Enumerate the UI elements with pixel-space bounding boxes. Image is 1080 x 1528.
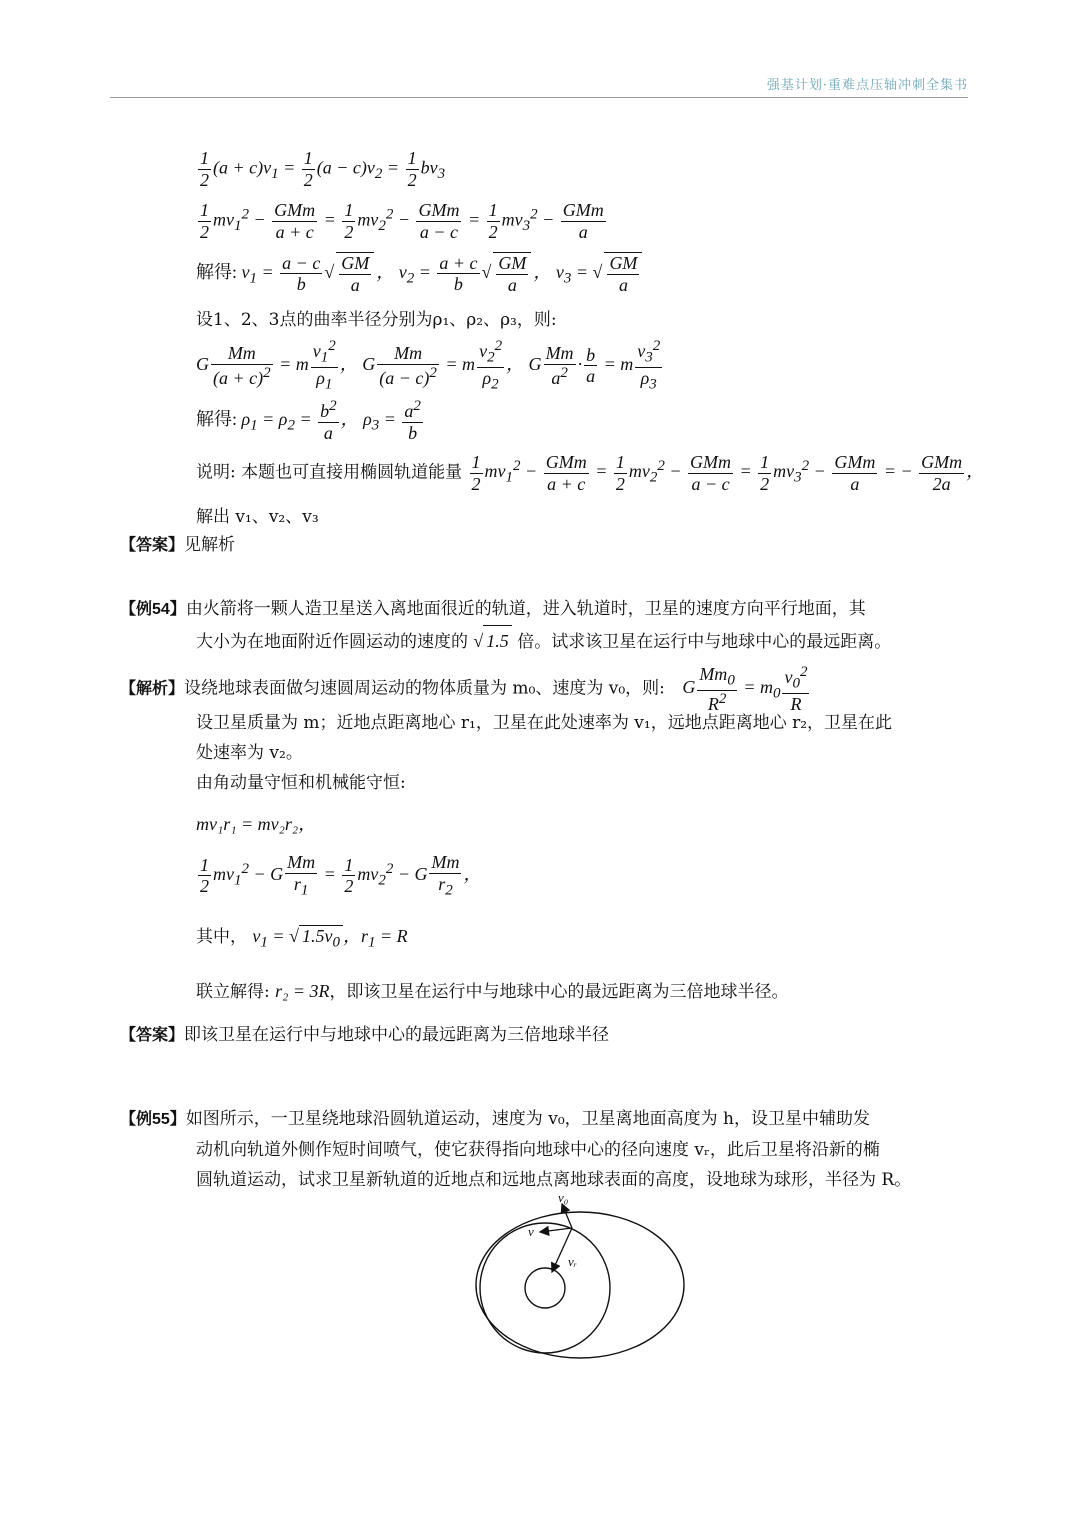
sqrt-value: 1.5 — [483, 625, 512, 656]
running-header: 强基计划·重难点压轴冲刺全集书 — [766, 78, 968, 93]
example-54-line2b: 倍。试求该卫星在运行中与地球中心的最远距离。 — [517, 632, 892, 652]
orbit-diagram — [470, 1190, 690, 1365]
equation-curvature: G $\frac{Mm}{(a + c)^2}$ = m $\frac{v_1^2}{\rho_1}$ ， G $\frac{Mm}{(a - c)^2}$ = m $\frac{v_2^2}{\rho_2}$ ， G $\frac{Mm}{a^2}$ · $\frac{b}{a}$ = m $\frac{v_3^2}{\rho_3}$ — [196, 338, 661, 393]
velocity-v-arrow — [540, 1228, 572, 1232]
result-equation: r₂ = 3R — [275, 981, 330, 1001]
example-54-question — [120, 594, 970, 657]
example-54-answer-tag: 【答案】 — [120, 1027, 185, 1044]
header-divider — [110, 97, 968, 98]
where-label: 其中， — [196, 927, 247, 947]
circular-orbit — [480, 1223, 610, 1353]
rho-solve-label: 解得: — [196, 408, 238, 429]
example-54-tag: 【例54】 — [120, 601, 186, 618]
note-prefix: 说明: 本题也可直接用椭圆轨道能量 — [196, 462, 463, 483]
example-54-line2a: 大小为在地面附近作圆运动的速度的 — [196, 632, 468, 652]
example-55-tag: 【例55】 — [120, 1111, 186, 1128]
note-line: 说明: 本题也可直接用椭圆轨道能量 $\frac{1}{2}$ $mv_1^2$ − $\frac{\text{GMm}}{a + c}$ = $\frac{1}{2}$ $mv_2^2$ − $\frac{\text{GMm}}{a - c}$ = $\frac{1}{2}$ $mv_3^2$ − $\frac{\text{GMm}}{a}$ = − $\frac{\text{GMm}}{2a}$ ， — [196, 452, 985, 494]
equation-velocity-solution: 解得: $v_1$ = $\frac{a - c}{b}$ √ $\frac{GM}{a}$ ， $v_2$ = $\frac{a + c}{b}$ √ $\frac{GM}{a}$ ， $v_3$ = √ $\frac{GM}{a}$ — [196, 252, 644, 295]
result-label: 联立解得: — [196, 982, 270, 1002]
analysis-line1: 设绕地球表面做匀速圆周运动的物体质量为 m₀、速度为 v₀，则: — [184, 678, 665, 699]
equation-kepler: $\frac{1}{2}$ $(a + c)v_1$ = $\frac{1}{2}$ $(a - c)v_2$ = $\frac{1}{2}$ $bv_3$ — [200, 148, 446, 190]
result-text: ，即该卫星在运行中与地球中心的最远距离为三倍地球半径。 — [329, 982, 789, 1002]
analysis-line4: 由角动量守恒和机械能守恒: — [196, 773, 406, 793]
label-v0: v₀ — [558, 1190, 569, 1205]
result-line — [196, 977, 789, 1002]
equation-curvature-solution: 解得: $\rho_1 = \rho_2$ = $\frac{b^2}{a}$ ， $\rho_3$ = $\frac{a^2}{b}$ — [196, 398, 421, 443]
example-54-analysis-body — [196, 708, 971, 798]
prev-answer — [120, 530, 235, 555]
label-v: v — [528, 1224, 534, 1239]
example-54-analysis-line1: 【解析】设绕地球表面做匀速圆周运动的物体质量为 m₀、速度为 v₀，则: G $\frac{Mm_0}{R^2}$ = $m_0$ $\frac{v_0^2}{R}$ — [120, 664, 808, 714]
analysis-line3: 处速率为 v₂。 — [196, 743, 303, 763]
note-tail: 解出 v₁、v₂、v₃ — [196, 507, 319, 527]
example-54-answer-text: 即该卫星在运行中与地球中心的最远距离为三倍地球半径 — [184, 1025, 610, 1045]
example-55-line1: 如图所示，一卫星绕地球沿圆轨道运动，速度为 v₀，卫星离地面高度为 h，设卫星中辅助发 — [185, 1109, 870, 1129]
label-vr: vᵣ — [568, 1254, 577, 1269]
answer-text: 见解析 — [184, 535, 236, 555]
example-55-question — [120, 1104, 970, 1195]
earth-circle — [525, 1268, 565, 1308]
equation-mechanical-energy: $\frac{1}{2}$ $mv_1^2 - G$ $\frac{Mm}{r_1}$ = $\frac{1}{2}$ $mv_2^2 - G$ $\frac{Mm}{r_2}$ ， — [200, 852, 482, 899]
solve-label: 解得: — [196, 261, 238, 282]
analysis-tag: 【解析】 — [120, 680, 185, 698]
answer-tag: 【答案】 — [120, 537, 185, 554]
curvature-intro: 设1、2、3点的曲率半径分别为ρ₁、ρ₂、ρ₃，则: — [196, 310, 557, 330]
analysis-line2: 设卫星质量为 m；近地点距离地心 r₁，卫星在此处速率为 v₁，远地点距离地心 r₂，卫星在此 — [196, 713, 893, 733]
equation-energy: $\frac{1}{2}$ $mv_1^2$ − $\frac{\text{GMm}}{a + c}$ = $\frac{1}{2}$ $mv_2^2$ − $\frac{\text{GMm}}{a - c}$ = $\frac{1}{2}$ $mv_3^2$ − $\frac{\text{GMm}}{a}$ — [200, 200, 604, 242]
equation-angular-momentum: mv₁r₁ = mv₂r₂， — [196, 814, 317, 834]
velocity-v0-arrow — [562, 1204, 572, 1228]
example-55-line2: 动机向轨道外侧作短时间喷气，使它获得指向地球中心的径向速度 vᵣ，此后卫星将沿新的椭 — [196, 1140, 880, 1160]
where-line: 其中， $v_1$ = √ $1.5v_0$ ，$r_1 = R$ — [196, 922, 408, 952]
example-54-line1: 由火箭将一颗人造卫星送入离地面很近的轨道，进入轨道时，卫星的速度方向平行地面，其 — [185, 599, 866, 619]
example-54-answer — [120, 1020, 609, 1045]
example-55-line3: 圆轨道运动，试求卫星新轨道的近地点和远地点离地球表面的高度，设地球为球形，半径为 R。 — [196, 1170, 912, 1190]
